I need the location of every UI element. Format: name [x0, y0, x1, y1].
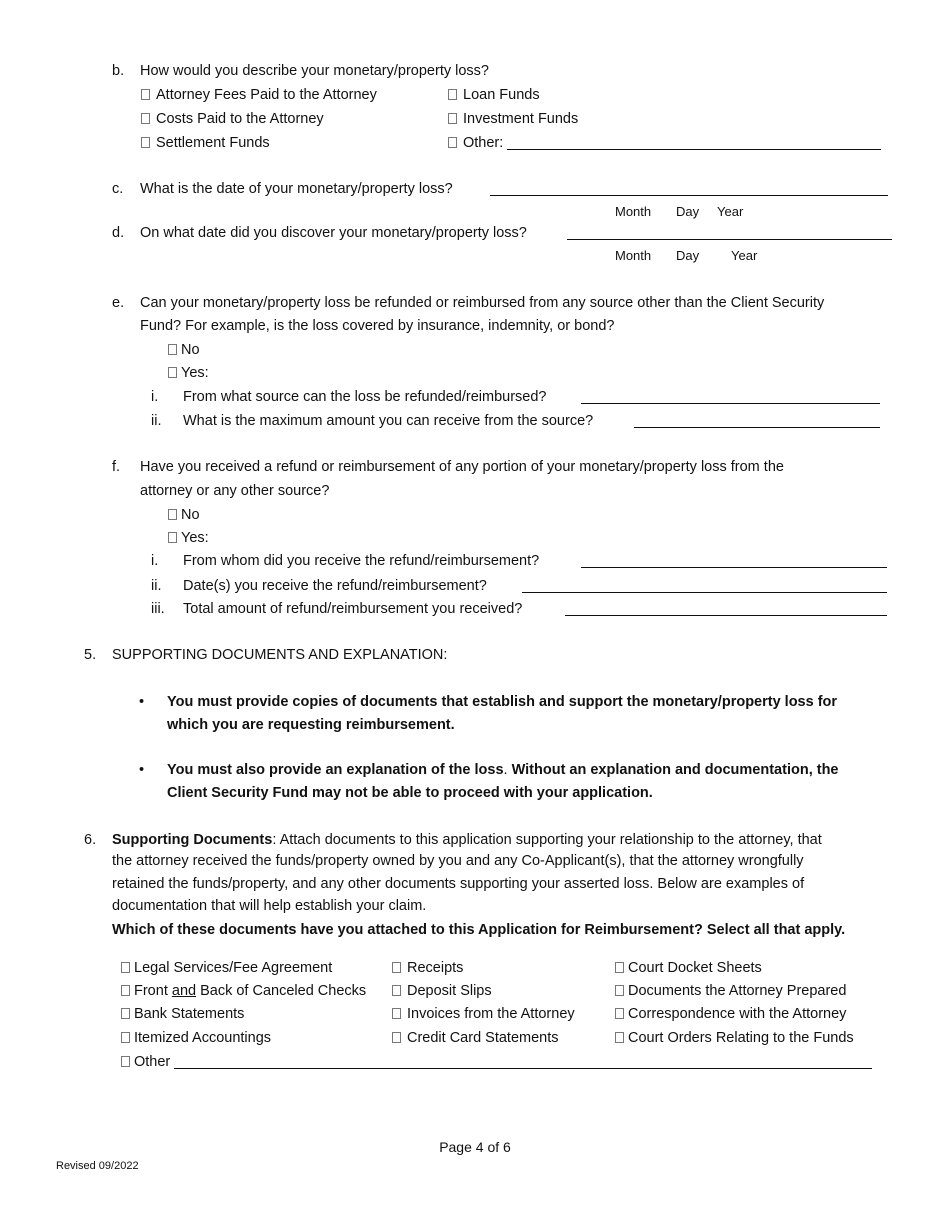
- question-f-line1: Have you received a refund or reimbursement of any portion of your monetary/property loss from the: [140, 459, 784, 475]
- date-label-year: Year: [717, 204, 744, 219]
- section-6-line3: retained the funds/property, and any other documents supporting your asserted loss. Below are examples of: [112, 876, 805, 892]
- doc-court-docket[interactable]: Court Docket Sheets: [615, 959, 762, 977]
- doc-fee-agreement[interactable]: Legal Services/Fee Agreement: [121, 959, 332, 977]
- question-c-text: What is the date of your monetary/property loss?: [140, 181, 453, 197]
- question-e-i-marker: i.: [151, 389, 159, 405]
- option-loan-funds[interactable]: Loan Funds: [448, 86, 540, 104]
- doc-itemized-accountings[interactable]: Itemized Accountings: [121, 1029, 271, 1047]
- question-d-text: On what date did you discover your monetary/property loss?: [140, 225, 527, 241]
- checkbox-icon[interactable]: [615, 985, 624, 996]
- question-d-marker: d.: [112, 225, 125, 241]
- revised-date: Revised 09/2022: [56, 1160, 139, 1172]
- doc-court-orders[interactable]: Court Orders Relating to the Funds: [615, 1029, 854, 1047]
- question-f-i-marker: i.: [151, 553, 159, 569]
- bullet-2-line1: You must also provide an explanation of the loss. Without an explanation and documentation, the: [167, 762, 839, 778]
- question-c-marker: c.: [112, 181, 124, 197]
- checkbox-icon[interactable]: [121, 985, 130, 996]
- doc-other[interactable]: Other: [121, 1053, 872, 1071]
- checkbox-icon[interactable]: [168, 532, 177, 543]
- checkbox-icon[interactable]: [392, 1008, 401, 1019]
- question-f-no[interactable]: No: [168, 506, 200, 524]
- section-6-line2: the attorney received the funds/property owned by you and any Co-Applicant(s), that the attorney wrongfully: [112, 853, 804, 869]
- doc-credit-card-statements[interactable]: Credit Card Statements: [392, 1029, 559, 1047]
- bullet-1: •: [139, 694, 145, 710]
- refund-total-field[interactable]: [565, 600, 887, 618]
- bullet-1-line2: which you are requesting reimbursement.: [167, 717, 455, 733]
- question-e-ii-text: What is the maximum amount you can receive from the source?: [183, 413, 594, 429]
- checkbox-icon[interactable]: [121, 962, 130, 973]
- section-6-number: 6.: [84, 832, 97, 848]
- bullet-2-line2: Client Security Fund may not be able to proceed with your application.: [167, 785, 653, 801]
- question-e-no[interactable]: No: [168, 341, 200, 359]
- other-input-line[interactable]: [507, 134, 881, 150]
- date-label-month: Month: [615, 204, 652, 219]
- section-6-line4: documentation that will help establish your claim.: [112, 898, 427, 914]
- checkbox-icon[interactable]: [448, 113, 457, 124]
- discovery-date-field[interactable]: [567, 224, 892, 242]
- checkbox-icon[interactable]: [141, 137, 150, 148]
- question-f-iii-text: Total amount of refund/reimbursement you received?: [183, 601, 523, 617]
- checkbox-icon[interactable]: [392, 962, 401, 973]
- question-e-yes[interactable]: Yes:: [168, 364, 209, 382]
- refund-from-field[interactable]: [581, 552, 887, 570]
- bullet-1-line1: You must provide copies of documents that establish and support the monetary/property loss for: [167, 694, 838, 710]
- refund-dates-field[interactable]: [522, 577, 887, 595]
- checkbox-icon[interactable]: [615, 1008, 624, 1019]
- option-attorney-fees[interactable]: Attorney Fees Paid to the Attorney: [141, 86, 377, 104]
- checkbox-icon[interactable]: [448, 137, 457, 148]
- doc-canceled-checks[interactable]: Front and Back of Canceled Checks: [121, 982, 366, 1000]
- doc-correspondence[interactable]: Correspondence with the Attorney: [615, 1005, 846, 1023]
- checkbox-icon[interactable]: [615, 1032, 624, 1043]
- question-f-ii-text: Date(s) you receive the refund/reimbursement?: [183, 578, 487, 594]
- question-f-marker: f.: [112, 459, 121, 475]
- question-e-ii-marker: ii.: [151, 413, 162, 429]
- loss-date-field[interactable]: [490, 180, 888, 198]
- section-6-line1: Supporting Documents: Attach documents to this application supporting your relationship to the attorney, that: [112, 832, 822, 848]
- section-6-question: Which of these documents have you attached to this Application for Reimbursement? Select all that apply.: [112, 922, 846, 938]
- doc-deposit-slips[interactable]: Deposit Slips: [392, 982, 492, 1000]
- checkbox-icon[interactable]: [121, 1008, 130, 1019]
- checkbox-icon[interactable]: [121, 1056, 130, 1067]
- checkbox-icon[interactable]: [168, 367, 177, 378]
- date-label-year: Year: [731, 248, 758, 263]
- question-e-i-text: From what source can the loss be refunded/reimbursed?: [183, 389, 547, 405]
- checkbox-icon[interactable]: [168, 344, 177, 355]
- checkbox-icon[interactable]: [392, 1032, 401, 1043]
- option-settlement-funds[interactable]: Settlement Funds: [141, 134, 270, 152]
- checkbox-icon[interactable]: [448, 89, 457, 100]
- date-label-month: Month: [615, 248, 652, 263]
- question-b-marker: b.: [112, 63, 125, 79]
- checkbox-icon[interactable]: [168, 509, 177, 520]
- checkbox-icon[interactable]: [141, 113, 150, 124]
- option-investment-funds[interactable]: Investment Funds: [448, 110, 578, 128]
- bullet-2: •: [139, 762, 145, 778]
- question-e-line1: Can your monetary/property loss be refunded or reimbursed from any source other than the Client Security: [140, 295, 825, 311]
- question-e-line2: Fund? For example, is the loss covered by insurance, indemnity, or bond?: [140, 318, 615, 334]
- refund-source-field[interactable]: [581, 388, 880, 406]
- question-f-yes[interactable]: Yes:: [168, 529, 209, 547]
- question-f-line2: attorney or any other source?: [140, 483, 330, 499]
- checkbox-icon[interactable]: [121, 1032, 130, 1043]
- question-f-iii-marker: iii.: [151, 601, 165, 617]
- date-label-day: Day: [676, 204, 700, 219]
- max-amount-field[interactable]: [634, 412, 880, 430]
- checkbox-icon[interactable]: [392, 985, 401, 996]
- date-label-day: Day: [676, 248, 700, 263]
- doc-invoices[interactable]: Invoices from the Attorney: [392, 1005, 575, 1023]
- question-f-i-text: From whom did you receive the refund/reimbursement?: [183, 553, 540, 569]
- doc-other-input-line[interactable]: [174, 1053, 872, 1069]
- checkbox-icon[interactable]: [615, 962, 624, 973]
- question-e-marker: e.: [112, 295, 125, 311]
- doc-attorney-prepared[interactable]: Documents the Attorney Prepared: [615, 982, 846, 1000]
- section-5-title: SUPPORTING DOCUMENTS AND EXPLANATION:: [112, 647, 448, 663]
- question-b-text: How would you describe your monetary/property loss?: [140, 63, 489, 79]
- checkbox-icon[interactable]: [141, 89, 150, 100]
- page-number: Page 4 of 6: [439, 1139, 511, 1155]
- option-costs[interactable]: Costs Paid to the Attorney: [141, 110, 324, 128]
- question-f-ii-marker: ii.: [151, 578, 162, 594]
- doc-receipts[interactable]: Receipts: [392, 959, 463, 977]
- section-5-number: 5.: [84, 647, 97, 663]
- doc-bank-statements[interactable]: Bank Statements: [121, 1005, 244, 1023]
- option-other[interactable]: Other:: [448, 134, 881, 152]
